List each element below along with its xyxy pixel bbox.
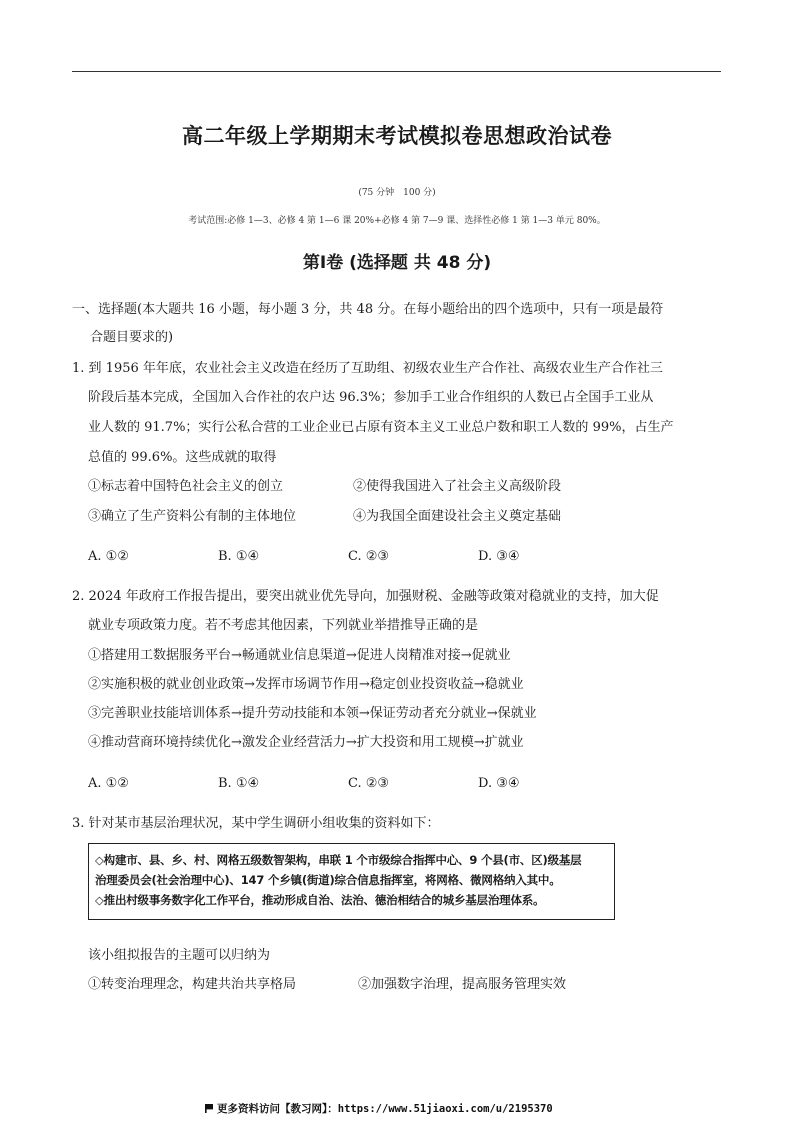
- q2-choices: [88, 776, 608, 791]
- q2-choice-a[interactable]: A. ①②: [88, 776, 129, 791]
- q3-option: ①转变治理理念，构建共治共享格局: [88, 977, 297, 992]
- q2-option: ②实施积极的就业创业政策→发挥市场调节作用→稳定创业投资收益→稳就业: [88, 677, 524, 692]
- q1-choice-a[interactable]: A. ①②: [88, 549, 129, 564]
- flag-icon: [205, 1104, 213, 1113]
- q2-option: ③完善职业技能培训体系→提升劳动技能和本领→保证劳动者充分就业→保就业: [88, 706, 537, 721]
- q1-stem-line: 业人数的 91.7%；实行公私合营的工业企业已占原有资本主义工业总户数和职工人数的 99%，占生产: [88, 420, 674, 435]
- q2-stem-line: 就业专项政策力度。若不考虑其他因素，下列就业举措推导正确的是: [88, 618, 479, 633]
- exam-scope: 考试范围:必修 1—3、必修 4 第 1—6 课 20%+必修 4 第 7—9 课、选择性必修 1 第 1—3 单元 80%。: [188, 216, 606, 226]
- section-title: 第Ⅰ卷 (选择题 共 48 分): [302, 253, 492, 273]
- q1-choices: [88, 549, 608, 564]
- q2-choice-c[interactable]: C. ②③: [348, 776, 390, 791]
- instruction-line: 合题目要求的): [90, 330, 174, 345]
- q1-option: ①标志着中国特色社会主义的创立: [88, 479, 284, 494]
- time-score: (75 分钟 100 分): [358, 188, 436, 198]
- instruction-line: 一、选择题(本大题共 16 小题，每小题 3 分，共 48 分。在每小题给出的四个选项中，只有一项是最符: [72, 302, 664, 317]
- top-rule: [72, 71, 721, 72]
- q3-material-line: ◇构建市、县、乡、村、网格五级数智架构，串联 1 个市级综合指挥中心、9 个县(市、区)级基层: [95, 853, 582, 867]
- q1-option: ②使得我国进入了社会主义高级阶段: [353, 479, 562, 494]
- q3-follow: 该小组拟报告的主题可以归纳为: [88, 948, 271, 963]
- q3-material-line: ◇推出村级事务数字化工作平台，推动形成自治、法治、德治相结合的城乡基层治理体系。: [95, 893, 545, 907]
- q2-choice-b[interactable]: B. ①④: [218, 776, 260, 791]
- q1-option: ③确立了生产资料公有制的主体地位: [88, 509, 297, 524]
- q1-stem-line: 1. 到 1956 年年底，农业社会主义改造在经历了互助组、初级农业生产合作社、高级农业生产合作社三: [72, 361, 663, 376]
- q1-stem-line: 总值的 99.6%。这些成就的取得: [88, 450, 277, 465]
- q1-choice-b[interactable]: B. ①④: [218, 549, 260, 564]
- footer-link[interactable]: [205, 1101, 553, 1116]
- page-title: 高二年级上学期期末考试模拟卷思想政治试卷: [182, 123, 612, 148]
- q1-stem-line: 阶段后基本完成，全国加入合作社的农户达 96.3%；参加手工业合作组织的人数已占全国手工业从: [88, 390, 654, 405]
- q3-material-line: 治理委员会(社会治理中心)、147 个乡镇(街道)综合信息指挥室，将网格、微网格纳入其中。: [95, 873, 561, 887]
- q1-option: ④为我国全面建设社会主义奠定基础: [353, 509, 562, 524]
- q3-option: ②加强数字治理，提高服务管理实效: [358, 977, 567, 992]
- q1-choice-d[interactable]: D. ③④: [478, 549, 520, 564]
- q3-stem: 3. 针对某市基层治理状况，某中学生调研小组收集的资料如下：: [72, 816, 440, 831]
- q2-option: ①搭建用工数据服务平台→畅通就业信息渠道→促进人岗精准对接→促就业: [88, 648, 511, 663]
- q2-option: ④推动营商环境持续优化→激发企业经营活力→扩大投资和用工规模→扩就业: [88, 735, 524, 750]
- q3-material-box: [88, 843, 615, 920]
- q1-choice-c[interactable]: C. ②③: [348, 549, 390, 564]
- q2-stem-line: 2. 2024 年政府工作报告提出，要突出就业优先导向，加强财税、金融等政策对稳就业的支持，加大促: [72, 589, 659, 604]
- q2-choice-d[interactable]: D. ③④: [478, 776, 520, 791]
- footer-text: 更多资料访问【教习网】：https://www.51jiaoxi.com/u/2195370: [217, 1103, 553, 1115]
